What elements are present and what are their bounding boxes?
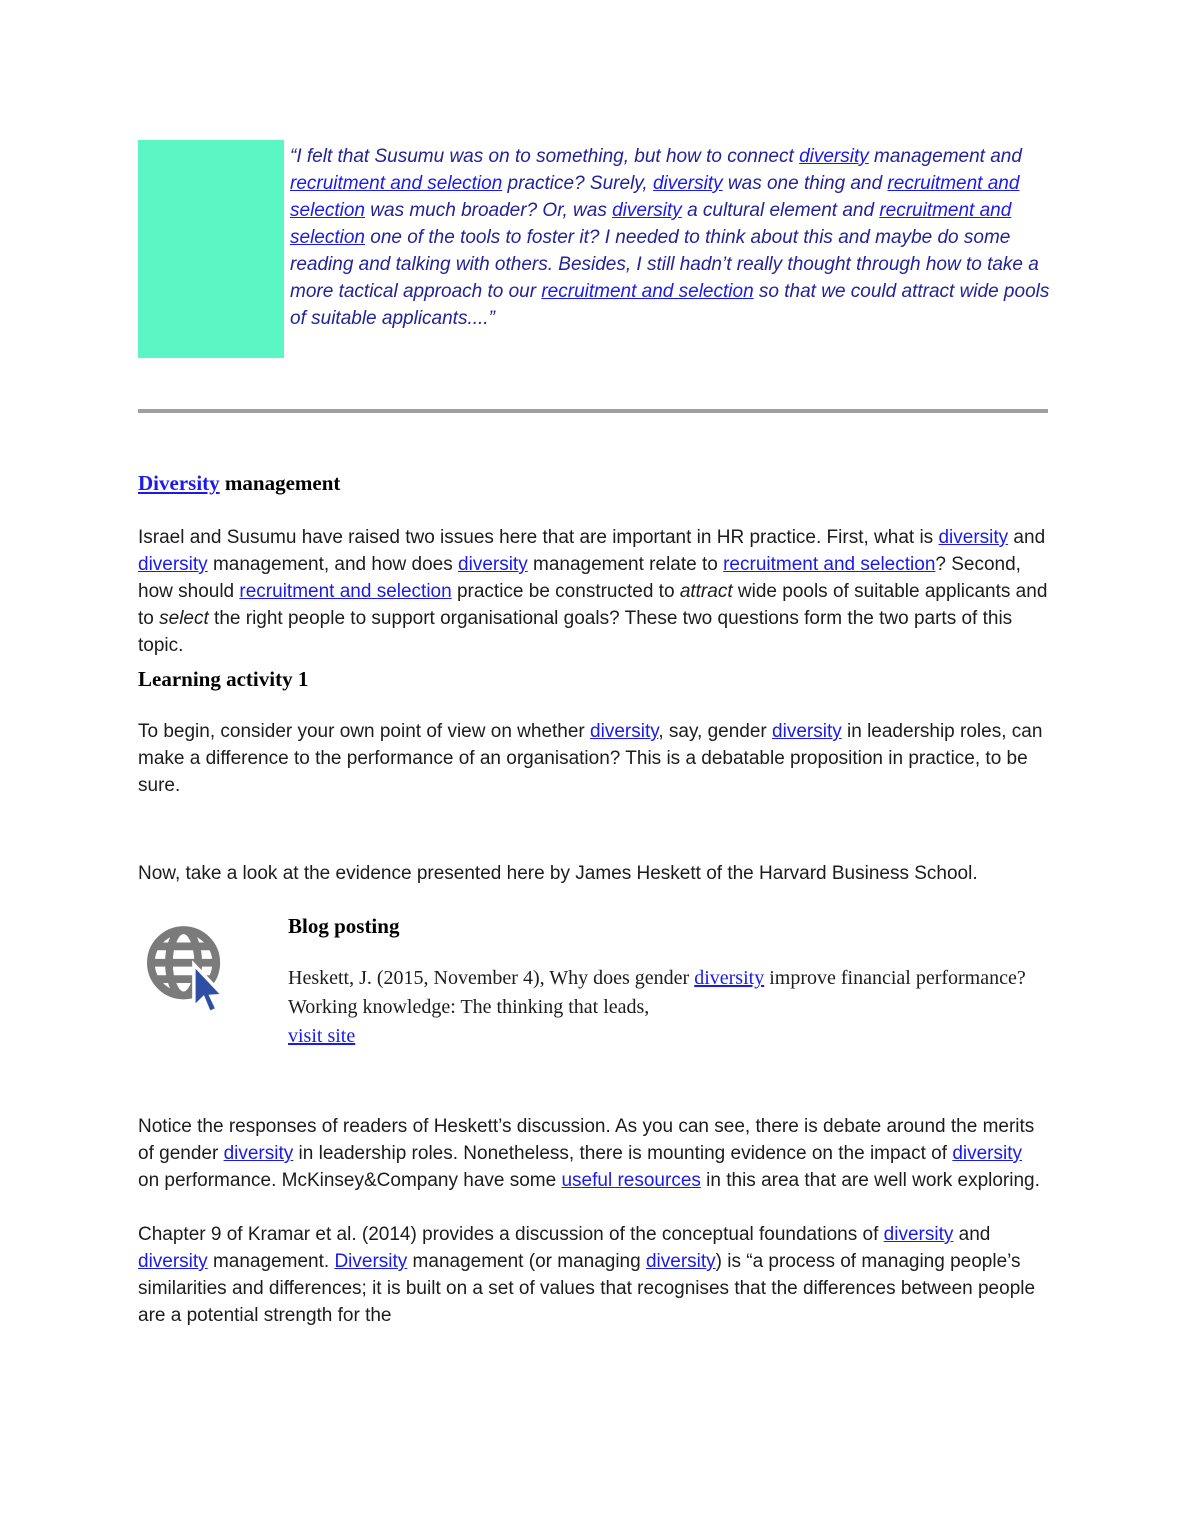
paragraph-chapter9 bbox=[138, 1221, 1048, 1329]
link-diversity[interactable]: diversity bbox=[772, 721, 842, 742]
blog-icon-cell bbox=[138, 913, 288, 1051]
visit-site-line bbox=[288, 1022, 1036, 1051]
link-diversity[interactable]: diversity bbox=[458, 554, 528, 575]
text-segment: management bbox=[219, 471, 341, 495]
text-segment: To begin, consider your own point of view on whether bbox=[138, 721, 591, 742]
link-diversity[interactable]: Diversity bbox=[138, 471, 220, 495]
link-recruitment-and-selection[interactable]: recruitment and selection bbox=[723, 554, 936, 575]
link-recruitment-and-selection[interactable]: recruitment and selection bbox=[239, 581, 452, 602]
text-segment: , say, gender bbox=[658, 721, 773, 742]
text-segment: Now, take a look at the evidence presented here by James Heskett of the Harvard Business School. bbox=[138, 863, 978, 884]
text-segment: ? Second, how should bbox=[138, 554, 1021, 602]
blog-content bbox=[288, 913, 1036, 1051]
text-segment: attract bbox=[679, 581, 733, 602]
text-segment: in leadership roles. Nonetheless, there is mounting evidence on the impact of bbox=[293, 1143, 953, 1164]
text-segment: a cultural element and bbox=[681, 200, 880, 221]
text-segment: improve financial performance? Working knowledge: The thinking that leads, bbox=[288, 967, 1026, 1018]
heading-blog-posting: Blog posting bbox=[288, 914, 400, 938]
link-diversity[interactable]: diversity bbox=[138, 1251, 208, 1272]
text-segment: Notice the responses of readers of Heskett’s discussion. As you can see, there is debate around the merits of gender bbox=[138, 1116, 1035, 1164]
link-diversity[interactable]: diversity bbox=[883, 1224, 954, 1245]
text-segment: in leadership roles, can make a difference to the performance of an organisation? This is a debatable proposition in practice, to be sure. bbox=[138, 721, 1043, 796]
text-segment: management relate to bbox=[527, 554, 724, 575]
quote-paragraph bbox=[290, 140, 1050, 332]
text-segment: select bbox=[159, 608, 209, 629]
link-diversity[interactable]: diversity bbox=[652, 173, 723, 194]
text-segment: one of the tools to foster it? I needed to think about this and maybe do some reading and talking with others. Besides, I still hadn’t really thought through how to take a more tactical approach to our bbox=[290, 227, 1039, 302]
link-diversity[interactable]: Diversity bbox=[334, 1251, 408, 1272]
text-segment: and bbox=[953, 1224, 991, 1245]
text-segment: management. bbox=[207, 1251, 335, 1272]
paragraph-responses bbox=[138, 1113, 1048, 1194]
text-segment: management and bbox=[868, 146, 1022, 167]
text-segment: so that we could attract wide pools of suitable applicants....” bbox=[290, 281, 1050, 329]
link-diversity[interactable]: diversity bbox=[590, 721, 659, 742]
text-segment: in this area that are well work exploring. bbox=[700, 1170, 1040, 1191]
quote-section bbox=[138, 140, 1190, 358]
text-segment: ) is “a process of managing people’s similarities and differences; it is built on a set of values that recognises that the differences between people are a potential strength for the bbox=[138, 1251, 1036, 1326]
text-segment: on performance. McKinsey&Company have some bbox=[138, 1170, 562, 1191]
link-recruitment-and-selection[interactable]: recruitment and selection bbox=[290, 173, 503, 194]
link-diversity[interactable]: diversity bbox=[138, 554, 208, 575]
heading-learning-activity: Learning activity 1 bbox=[138, 667, 309, 691]
text-segment: Heskett, J. (2015, November 4), Why does gender bbox=[288, 967, 695, 989]
link-recruitment-and-selection[interactable]: recruitment and selection bbox=[290, 200, 1012, 248]
globe-cursor-icon bbox=[144, 923, 230, 1018]
link-diversity[interactable]: diversity bbox=[645, 1251, 716, 1272]
text-segment: wide pools of suitable applicants and to bbox=[138, 581, 1048, 629]
text-segment: Chapter 9 of Kramar et al. (2014) provides a discussion of the conceptual foundations of bbox=[138, 1224, 884, 1245]
visit-site-link[interactable]: visit site bbox=[288, 1025, 356, 1047]
section-divider bbox=[138, 409, 1048, 413]
highlight-block bbox=[138, 140, 284, 358]
paragraph-evidence bbox=[138, 860, 1048, 887]
heading-diversity-management bbox=[138, 470, 1190, 497]
blog-posting-block bbox=[138, 913, 1190, 1051]
link-diversity[interactable]: diversity bbox=[612, 200, 682, 221]
text-segment: practice be constructed to bbox=[451, 581, 680, 602]
link-useful-resources[interactable]: useful resources bbox=[561, 1170, 701, 1191]
paragraph-activity bbox=[138, 718, 1048, 799]
link-diversity[interactable]: diversity bbox=[799, 146, 869, 167]
text-segment: was much broader? Or, was bbox=[365, 200, 613, 221]
link-diversity[interactable]: diversity bbox=[938, 527, 1009, 548]
link-recruitment-and-selection[interactable]: recruitment and selection bbox=[290, 173, 1020, 221]
text-segment: “I felt that Susumu was on to something, but how to connect bbox=[290, 146, 800, 167]
link-diversity[interactable]: diversity bbox=[694, 967, 765, 989]
blog-citation bbox=[288, 964, 1036, 1022]
link-diversity[interactable]: diversity bbox=[952, 1143, 1022, 1164]
link-diversity[interactable]: diversity bbox=[223, 1143, 294, 1164]
text-segment: management (or managing bbox=[407, 1251, 646, 1272]
paragraph-intro bbox=[138, 524, 1048, 659]
link-recruitment-and-selection[interactable]: recruitment and selection bbox=[541, 281, 754, 302]
text-segment: the right people to support organisational goals? These two questions form the two parts of this topic. bbox=[138, 608, 1013, 656]
text-segment: was one thing and bbox=[722, 173, 888, 194]
text-segment: and bbox=[1008, 527, 1046, 548]
text-segment: practice? Surely, bbox=[502, 173, 653, 194]
text-segment: Israel and Susumu have raised two issues here that are important in HR practice. First, what is bbox=[138, 527, 939, 548]
text-segment: management, and how does bbox=[207, 554, 459, 575]
